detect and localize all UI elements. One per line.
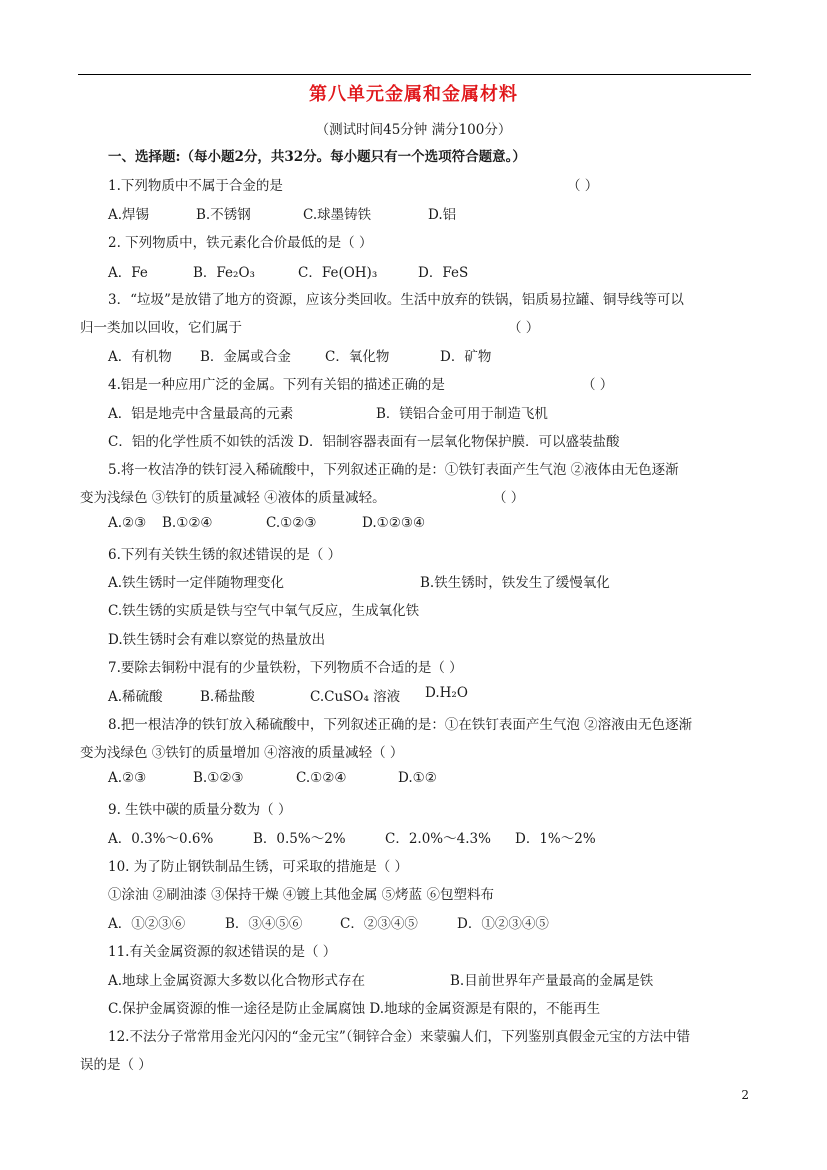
q9-option-b: B．0.5%～2% bbox=[253, 831, 346, 847]
q1-option-b: B.不锈钢 bbox=[196, 207, 251, 223]
q2-option-d: D．FeS bbox=[418, 265, 469, 281]
q2-option-a: A．Fe bbox=[108, 265, 148, 281]
question-3-line-2: 归一类加以回收，它们属于 bbox=[80, 320, 242, 336]
question-3-line-1: 3．“垃圾”是放错了地方的资源，应该分类回收。生活中放弃的铁锅，铝质易拉罐、铜导线等可以 bbox=[108, 292, 684, 308]
section-heading: 一、选择题:（每小题2分，共32分。每小题只有一个选项符合题意。） bbox=[108, 149, 526, 165]
q3-option-c: C．氧化物 bbox=[325, 349, 390, 365]
q10-option-d: D．①②③④⑤ bbox=[457, 916, 549, 932]
q5-option-d: D.①②③④ bbox=[362, 515, 426, 531]
q11-option-a: A.地球上金属资源大多数以化合物形式存在 bbox=[108, 973, 366, 989]
question-7: 7.要除去铜粉中混有的少量铁粉，下列物质不合适的是（ ） bbox=[108, 660, 463, 676]
q5-option-a: A.②③ bbox=[108, 515, 147, 531]
question-5-line-1: 5.将一枚洁净的铁钉浸入稀硫酸中，下列叙述正确的是：①铁钉表面产生气泡 ②液体由无色逐渐 bbox=[108, 462, 679, 478]
q6-option-c: C.铁生锈的实质是铁与空气中氧气反应，生成氧化铁 bbox=[108, 603, 420, 619]
page-subtitle: （测试时间45分钟 满分100分） bbox=[315, 122, 512, 138]
q10-option-b: B．③④⑤⑥ bbox=[225, 916, 303, 932]
q1-option-d: D.铝 bbox=[428, 207, 457, 223]
question-5-line-2: 变为浅绿色 ③铁钉的质量减轻 ④液体的质量减轻。 bbox=[80, 490, 386, 506]
q7-option-b: B.稀盐酸 bbox=[200, 689, 255, 705]
q10-option-c: C．②③④⑤ bbox=[340, 916, 418, 932]
q11-option-b: B.目前世界年产量最高的金属是铁 bbox=[450, 973, 654, 989]
question-2: 2. 下列物质中，铁元素化合价最低的是（ ） bbox=[108, 235, 373, 251]
question-11: 11.有关金属资源的叙述错误的是（ ） bbox=[108, 944, 337, 960]
q10-option-a: A．①②③⑥ bbox=[108, 916, 186, 932]
q5-option-c: C.①②③ bbox=[266, 515, 317, 531]
q10-measures-list: ①涂油 ②刷油漆 ③保持干燥 ④镀上其他金属 ⑤烤蓝 ⑥包塑料布 bbox=[108, 887, 494, 903]
q8-option-c: C.①②④ bbox=[296, 770, 347, 786]
q4-option-b: B．镁铝合金可用于制造飞机 bbox=[376, 406, 548, 422]
question-4-answer-blank: （ ） bbox=[582, 377, 614, 393]
q7-option-a: A.稀硫酸 bbox=[108, 689, 163, 705]
q5-option-b: B.①②④ bbox=[162, 515, 213, 531]
q8-option-a: A.②③ bbox=[108, 770, 147, 786]
q3-option-a: A．有机物 bbox=[108, 349, 172, 365]
question-1: 1.下列物质中不属于合金的是 bbox=[108, 178, 283, 194]
q11-option-c-d: C.保护金属资源的惟一途径是防止金属腐蚀 D.地球的金属资源是有限的，不能再生 bbox=[108, 1001, 601, 1017]
q6-option-b: B.铁生锈时，铁发生了缓慢氧化 bbox=[420, 575, 610, 591]
q9-option-a: A．0.3%～0.6% bbox=[108, 831, 214, 847]
question-8-line-2: 变为浅绿色 ③铁钉的质量增加 ④溶液的质量减轻（ ） bbox=[80, 745, 404, 761]
question-1-answer-blank: （ ） bbox=[567, 178, 599, 194]
question-5-answer-blank: （ ） bbox=[493, 490, 525, 506]
q1-option-a: A.焊锡 bbox=[108, 207, 150, 223]
q6-option-a: A.铁生锈时一定伴随物理变化 bbox=[108, 575, 285, 591]
question-12-line-2: 误的是（ ） bbox=[80, 1057, 152, 1073]
page-title: 第八单元金属和金属材料 bbox=[309, 84, 518, 105]
question-9: 9. 生铁中碳的质量分数为（ ） bbox=[108, 802, 292, 818]
q2-option-c: C．Fe(OH)₃ bbox=[298, 265, 378, 281]
page-number: 2 bbox=[741, 1088, 749, 1102]
q3-option-b: B．金属或合金 bbox=[200, 349, 291, 365]
q8-option-b: B.①②③ bbox=[193, 770, 244, 786]
question-6: 6.下列有关铁生锈的叙述错误的是（ ） bbox=[108, 547, 342, 563]
q1-option-c: C.球墨铸铁 bbox=[303, 207, 372, 223]
q3-option-d: D．矿物 bbox=[440, 349, 492, 365]
question-4: 4.铝是一种应用广泛的金属。下列有关铝的描述正确的是 bbox=[108, 377, 445, 393]
q9-option-c: C．2.0%～4.3% bbox=[385, 831, 491, 847]
q2-option-b: B．Fe₂O₃ bbox=[193, 265, 255, 281]
question-3-answer-blank: （ ） bbox=[508, 320, 540, 336]
q4-option-a: A．铝是地壳中含量最高的元素 bbox=[108, 406, 294, 422]
q7-option-c: C.CuSO₄ 溶液 bbox=[310, 689, 401, 705]
header-rule bbox=[78, 74, 751, 75]
question-12-line-1: 12.不法分子常常用金光闪闪的“金元宝”（铜锌合金）来蒙骗人们，下列鉴别真假金元宝的方法中错 bbox=[108, 1029, 691, 1045]
q7-option-d: D.H₂O bbox=[425, 685, 468, 701]
q4-option-c-d: C．铝的化学性质不如铁的活泼 D．铝制容器表面有一层氧化物保护膜．可以盛装盐酸 bbox=[108, 434, 620, 450]
question-10: 10. 为了防止钢铁制品生锈，可采取的措施是（ ） bbox=[108, 859, 409, 875]
q9-option-d: D．1%～2% bbox=[515, 831, 596, 847]
question-8-line-1: 8.把一根洁净的铁钉放入稀硫酸中，下列叙述正确的是：①在铁钉表面产生气泡 ②溶液由无色逐渐 bbox=[108, 717, 693, 733]
q6-option-d: D.铁生锈时会有难以察觉的热量放出 bbox=[108, 632, 326, 648]
q8-option-d: D.①② bbox=[398, 770, 437, 786]
